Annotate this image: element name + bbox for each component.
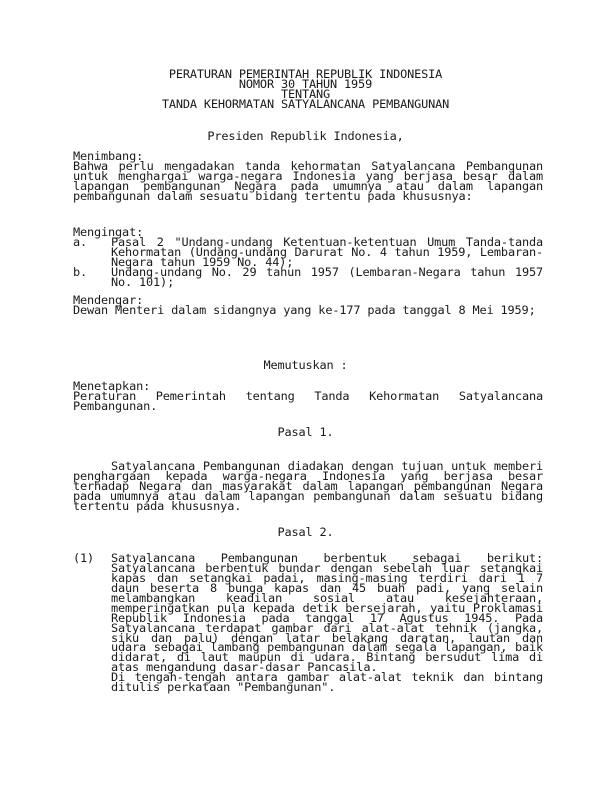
menetapkan-line: Pembangunan. [73,398,158,413]
item-line: Negara tahun 1959 No. 44); [111,254,294,269]
title-tentang: TENTANG [280,86,331,101]
president-text: Presiden Republik Indonesia, [207,129,404,143]
pasal-2-line: ditulis perkataan "Pembangunan". [111,680,336,695]
pasal-2-line: udara sebagai lambang pembangunan dalam segala lapangan, baik [111,640,543,655]
pasal-1-line: penghargaan kepada warga-negara Indonesia yang berjasa besar [73,468,543,483]
pasal-2-body [73,551,543,695]
menetapkan-line: Peraturan Pemerintah tentang Tanda Kehormatan Satyalancana [73,388,543,403]
item-line: Pasal 2 "Undang-undang Ketentuan-ketentuan Umum Tanda-tanda [111,234,543,249]
pasal-2-line: memperingatkan pula kepada detik bersejarah, yaitu Proklamasi [111,600,543,615]
item-label: (1) [73,551,95,565]
pasal-2-line: didarat, di laut maupun di udara. Bintang bersudut lima di [111,650,543,665]
item-line: No. 101); [111,274,175,289]
pasal-2-line: siku dan palu) dengan latar belakang daratan, lautan dan [111,630,543,645]
item-row [73,274,543,289]
pasal-2-line: Di tengah-tengah antara gambar alat-alat teknik dan bintang [111,670,543,685]
memutuskan-heading [73,358,538,372]
pasal-1-line: tertentu pada khususnya. [73,498,242,513]
pasal-2-line: atas mengandung dasar-dasar Pancasila. [111,660,378,675]
pasal-2-line: kapas dan setangkai padai, masing-masing terdiri dari 1 7 [111,570,543,585]
menimbang-line: untuk menghargai warga-negara Indonesia yang berjasa besar dalam [73,168,543,183]
title-subject: TANDA KEHORMATAN SATYALANCANA PEMBANGUNAN [161,96,450,111]
president-line [73,129,538,143]
menimbang-section [73,149,543,203]
title-number: NOMOR 30 TAHUN 1959 [238,76,373,91]
pasal-1-line: Satyalancana Pembangunan diadakan dengan tujuan untuk memberi [111,459,543,473]
memutuskan-text: Memutuskan : [263,358,348,372]
mendengar-heading: Mendengar: [73,293,144,307]
menimbang-heading: Menimbang: [73,149,144,163]
mendengar-text: Dewan Menteri dalam sidangnya yang ke-177 pada tanggal 8 Mei 1959; [73,302,536,317]
pasal-2-line: Republik Indonesia pada tanggal 17 Agustus 1945. Pada [111,610,543,625]
pasal-1-line: terhadap Negara dan masyarakat dalam lapangan pembangunan Negara [73,478,543,493]
menimbang-line: lapangan pembangunan Negara pada umumnya atau dalam lapangan [73,178,543,193]
document-title [73,67,538,111]
item-label: b. [73,264,88,279]
menimbang-line: pembangunan dalam sesuatu bidang tertentu pada khususnya: [73,188,473,203]
pasal-1-heading [73,425,538,439]
item-row [73,680,543,695]
pasal-2-line: Satyalancana terdapat gambar dari alat-alat tehnik (jangka, [111,620,543,635]
mendengar-section [73,293,543,317]
pasal-2-line: daun beserta 8 bunga kapas dan 45 buah padi, yang selain [111,580,543,595]
pasal-2-line: Satyalancana berbentuk bundar dengan sebelah luar setangkai [111,560,543,575]
item-label: a. [73,234,88,249]
menetapkan-heading: Menetapkan: [73,379,151,393]
pasal-2-line: melambangkan keadilan sosial atau kesejahteraan, [111,590,543,605]
pasal-2-heading [73,525,538,539]
pasal-2-title: Pasal 2. [277,525,334,539]
pasal-1-title: Pasal 1. [277,425,334,439]
pasal-1-line: pada umumnya atau dalam lapangan pembangunan dalam sesuatu bidang [73,488,543,503]
item-line: Undang-undang No. 29 tahun 1957 (Lembaran-Negara tahun 1957 [111,264,543,279]
item-line: Kehormatan (Undang-undang Darurat No. 4 tahun 1959, Lembaran- [111,244,543,259]
menimbang-line: Bahwa perlu mengadakan tanda kehormatan Satyalancana Pembangunan [73,158,543,173]
menetapkan-section [73,379,543,413]
pasal-2-line: Satyalancana Pembangunan berbentuk sebagai berikut: [111,551,543,565]
title-line: PERATURAN PEMERINTAH REPUBLIK INDONESIA [168,67,443,81]
mengingat-section [73,225,543,289]
pasal-1-body [73,459,543,513]
mengingat-heading: Mengingat: [73,225,144,239]
